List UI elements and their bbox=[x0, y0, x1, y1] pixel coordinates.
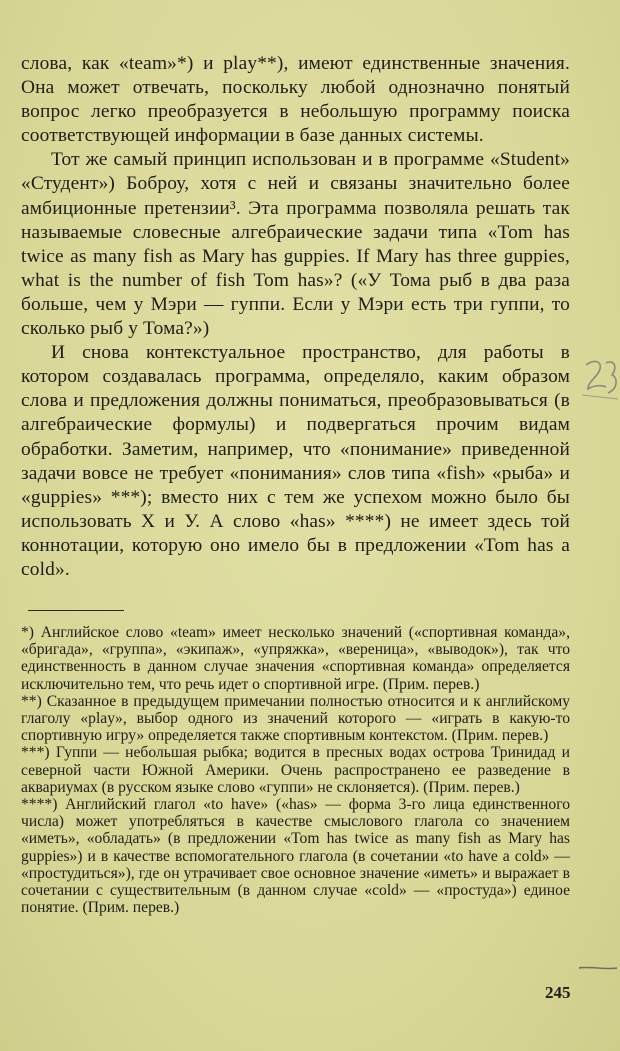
main-text bbox=[21, 52, 570, 582]
pencil-margin-mark bbox=[580, 355, 620, 405]
paragraph-3: И снова контекстуальное пространство, для работы в котором создавалась программа, определяло, каким образом слова и предложения должны пониматься, преобразовываться (в алгебраические формулы) и подвергаться прочим видам обработки. Заметим, например, что «понимание» приведенной задачи вовсе не требует «понимания» слов типа «fish» «рыба» и «guppies» ***); вместо них с тем же успехом можно было бы использовать X и У. А слово «has» ****) не имеет здесь той коннотации, которую оно имело бы в предложении «Tom has a cold». bbox=[21, 342, 570, 580]
footnote-divider bbox=[28, 610, 124, 611]
footnote-4: ****) Английский глагол «to have» («has» — форма 3-го лица единственного числа) может употребляться в качестве смыслового глагола со значением «иметь», «обладать» (в предложении «Tom has twice as many fish as Mary has guppies») и в качестве вспомогательного глагола (в сочетании «to have a cold» — «простудиться»), где он утрачивает свое основное значение «иметь» и выражает в сочетании с существительным (в данном случае «cold» — «простуда») единое понятие. (Прим. перев.) bbox=[21, 796, 570, 917]
footnote-1: *) Английское слово «team» имеет несколько значений («спортивная команда», «бригада», «группа», «экипаж», «упряжка», «вереница», «выводок»), так что единственность в данном случае значения «спортивная команда» определяется исключительно тем, что речь идет о спортивной игре. (Прим. перев.) bbox=[21, 624, 570, 693]
page-number: 245 bbox=[545, 983, 571, 1002]
footnote-3: ***) Гуппи — небольшая рыбка; водится в пресных водах острова Тринидад и северной части Южной Америки. Очень распространено ее разведение в аквариумах (в русском языке слово «гуппи» не склоняется). (Прим. перев.) bbox=[21, 744, 570, 796]
paragraph-1: слова, как «team»*) и play**), имеют единственные значения. Она может отвечать, поскольку любой однозначно понятый вопрос легко преобразуется в небольшую программу поиска соответствующей информации в базе данных системы. bbox=[21, 53, 570, 147]
footnote-2: **) Сказанное в предыдущем примечании полностью относится и к английскому глаголу «play», выбор одного из значений которого — «играть в какую-то спортивную игру» определяется также спортивным контекстом. (Прим. перев.) bbox=[21, 692, 570, 745]
pencil-edge-stroke bbox=[578, 964, 618, 972]
footnotes bbox=[21, 624, 570, 916]
paragraph-2: Тот же самый принцип использован и в программе «Student» «Студент») Боброу, хотя с ней и связаны значительно более амбиционные претензии³. Эта программа позволяла решать так называемые словесные алгебраические задачи типа «Tom has twice as many fish as Mary has guppies. If Mary has three guppies, what is the number of fish Tom has»? («У Тома рыб в два раза больше, чем у Мэри — гуппи. Если у Мэри есть три гуппи, то сколько рыб у Тома?») bbox=[21, 149, 570, 340]
